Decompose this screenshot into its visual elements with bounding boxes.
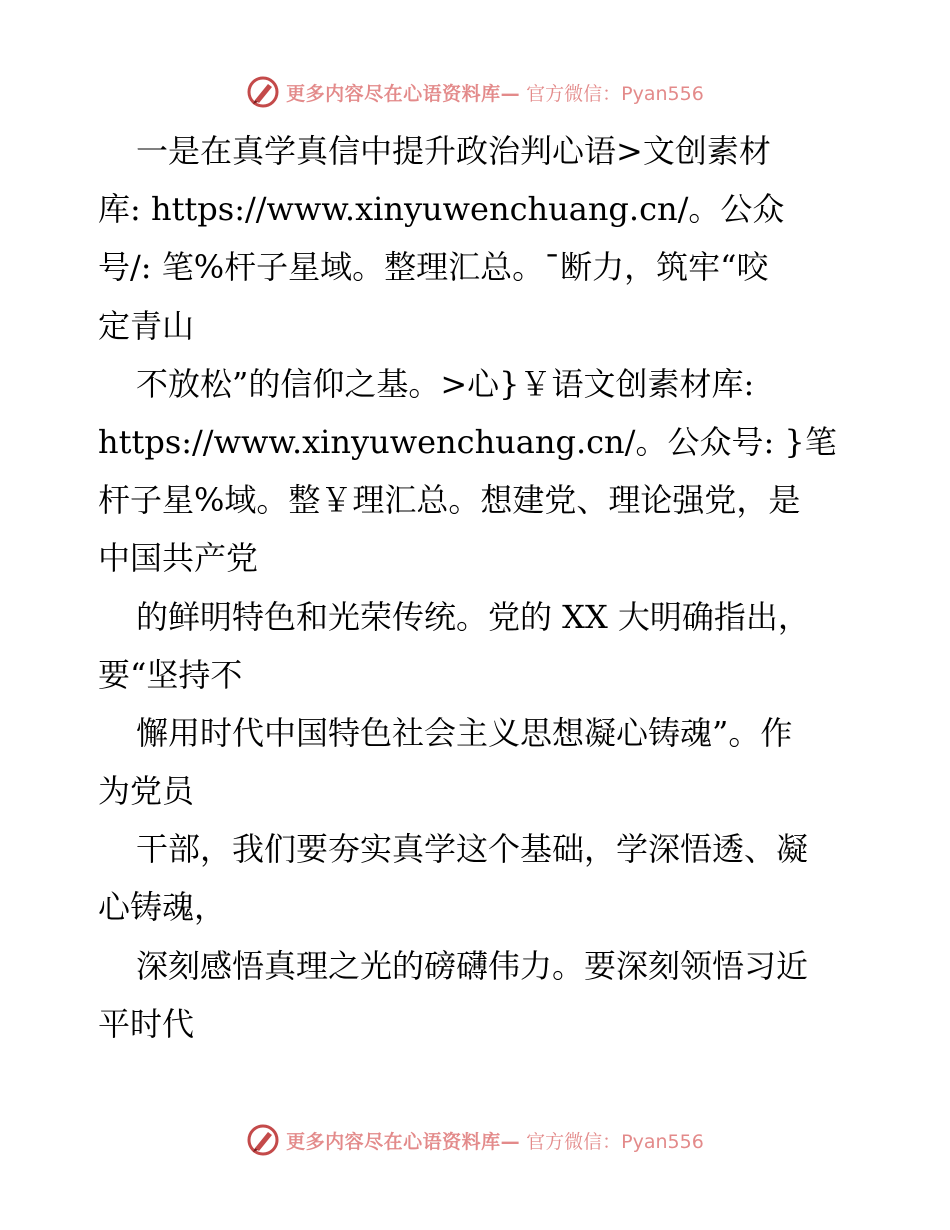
pen-logo-icon — [246, 1123, 280, 1157]
text-line: 号/: 笔%杆子星域。整理汇总。¯断力，筑牢“咬 — [98, 248, 769, 287]
document-body — [98, 122, 858, 1053]
text-line: 库: https://www.xinyuwenchuang.cn/。公众 — [98, 190, 785, 229]
text-line: 干部，我们要夯实真学这个基础，学深悟透、凝 — [136, 830, 809, 869]
text-line: 一是在真学真信中提升政治判心语>文创素材 — [136, 132, 771, 170]
text-line: 不放松”的信仰之基。>心}￥语文创素材库: — [136, 364, 755, 403]
header-watermark — [0, 72, 950, 112]
watermark-contact: 官方微信：Pyan556 — [526, 1130, 704, 1153]
footer-watermark — [0, 1120, 950, 1160]
text-line: 深刻感悟真理之光的磅礴伟力。要深刻领悟习近 — [136, 946, 809, 985]
watermark-text: 更多内容尽在心语资料库— — [286, 82, 521, 105]
text-line: https://www.xinyuwenchuang.cn/。公众号: }笔 — [98, 422, 837, 461]
text-line: 杆子星%域。整￥理汇总。想建党、理论强党，是 — [98, 481, 801, 520]
text-line: 平时代 — [98, 1004, 195, 1043]
text-line: 要“坚持不 — [98, 655, 243, 694]
pen-logo-icon — [246, 75, 280, 109]
watermark-text: 更多内容尽在心语资料库— — [286, 1130, 521, 1153]
text-line: 为党员 — [98, 772, 195, 811]
text-line: 的鲜明特色和光荣传统。党的 XX 大明确指出， — [136, 597, 810, 636]
text-line: 懈用时代中国特色社会主义思想凝心铸魂”。作 — [136, 713, 793, 752]
text-line: 中国共产党 — [98, 539, 259, 578]
text-line: 定青山 — [98, 306, 195, 345]
text-line: 心铸魂， — [98, 888, 227, 927]
watermark-contact: 官方微信：Pyan556 — [526, 82, 704, 105]
